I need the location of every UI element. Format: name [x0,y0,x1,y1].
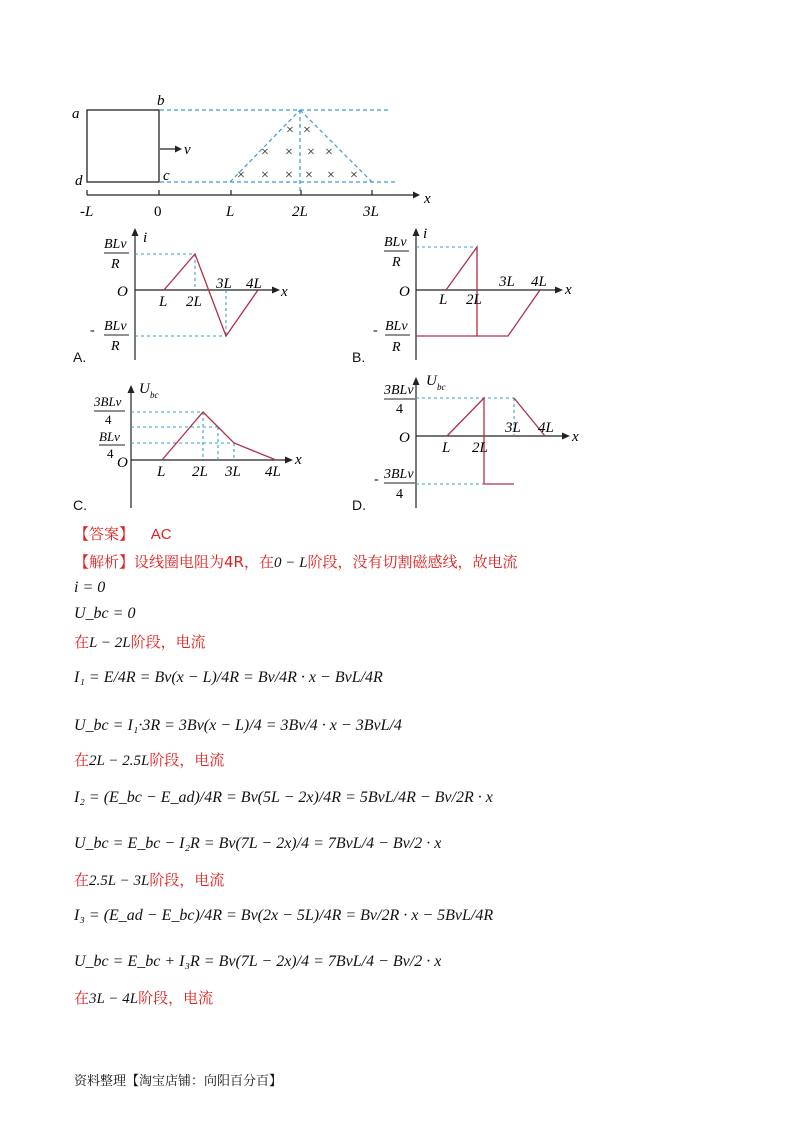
svg-text:R: R [111,257,120,272]
svg-text:2L: 2L [186,294,202,310]
tick-neg-L: -L [80,204,94,220]
svg-text:R: R [392,340,401,355]
field-mark: × [286,123,294,138]
svg-text:3BLv: 3BLv [94,394,122,409]
svg-text:L: L [439,292,448,308]
field-mark: × [327,168,335,183]
svg-text:O: O [399,284,410,300]
option-d-letter[interactable]: D. [352,497,366,513]
svg-text:i: i [143,230,148,246]
svg-text:BLv: BLv [99,429,120,444]
svg-text:4L: 4L [265,464,281,480]
option-a-curve [164,254,258,336]
svg-text:BLv: BLv [104,237,127,252]
answer-label: 【答案】 [74,525,135,543]
svg-text:i: i [423,226,428,242]
field-marks [237,123,358,183]
svg-text:R: R [111,339,120,354]
option-b-graph [373,222,780,367]
svg-text:3L: 3L [505,420,521,436]
svg-text:2L: 2L [466,292,482,308]
option-c-graph [0,372,400,520]
field-mark: × [303,123,311,138]
answer-value: AC [150,526,172,543]
svg-text:4: 4 [105,412,112,427]
field-mark: × [285,145,293,160]
svg-text:4: 4 [396,402,403,417]
option-a-graph [0,222,400,367]
svg-text:L: L [157,464,166,480]
svg-text:3BLv: 3BLv [384,467,414,482]
answer-line [74,524,172,545]
svg-text:x: x [281,284,288,300]
svg-text:3L: 3L [216,276,232,292]
field-mark: × [350,168,358,183]
svg-text:2L: 2L [472,440,488,456]
field-mark: × [261,145,269,160]
field-mark: × [325,145,333,160]
svg-text:x: x [572,429,579,445]
svg-text:L: L [159,294,168,310]
svg-text:U: U [426,373,437,389]
corner-d: d [75,173,83,189]
eq-u0: U_bc = 0 [74,605,136,622]
field-mark: × [285,168,293,183]
stage5-heading: 在3L − 4L阶段，电流 [74,989,214,1007]
footer-source: 资料整理【淘宝店铺：向阳百分百】 [74,1074,283,1089]
svg-text:4: 4 [396,487,403,502]
svg-text:3L: 3L [225,464,241,480]
range-0-L: 0 − L [273,555,308,571]
option-c-letter[interactable]: C. [73,497,87,513]
coil-square [87,110,159,182]
stage2-heading: 在L − 2L阶段，电流 [74,633,206,651]
svg-text:3L: 3L [499,274,515,290]
svg-text:3BLv: 3BLv [384,383,414,398]
svg-text:2L: 2L [192,464,208,480]
analysis-intro [74,552,517,573]
option-b-letter[interactable]: B. [352,349,366,365]
option-a-letter[interactable]: A. [73,349,87,365]
svg-text:4L: 4L [531,274,547,290]
svg-text:bc: bc [150,390,159,400]
field-mark: × [305,168,313,183]
option-c-curve [162,412,276,460]
svg-text:BLv: BLv [385,319,408,334]
analysis-label: 【解析】 [74,553,135,571]
svg-text:L: L [442,440,451,456]
tick-3L: 3L [363,204,379,220]
option-b-curve [446,247,540,336]
svg-text:R: R [392,255,401,270]
corner-b: b [157,93,165,109]
main-figure [0,0,800,225]
field-mark: × [307,145,315,160]
svg-text:-: - [373,323,378,338]
tick-0: 0 [154,204,162,220]
tick-L: L [226,204,235,220]
option-d-graph [374,368,780,518]
svg-text:BLv: BLv [384,235,407,250]
svg-text:-: - [90,323,95,338]
svg-text:4L: 4L [538,420,554,436]
x-axis-label: x [424,191,431,207]
corner-c: c [163,168,170,184]
svg-text:O: O [117,284,128,300]
field-region [160,110,395,192]
svg-text:4: 4 [107,446,114,461]
field-mark: × [237,168,245,183]
eq-i0: i = 0 [74,579,106,596]
svg-text:-: - [374,472,379,487]
svg-text:x: x [295,452,302,468]
eq-U3: U_bc = E_bc + I₃R = Bv(7L − 2x)/4 = 7BvL/4 − Bv/2 · x [74,953,442,970]
svg-text:U: U [139,381,150,397]
tick-2L: 2L [292,204,308,220]
velocity-label: v [184,142,191,158]
velocity-arrow-head [175,146,182,153]
svg-text:O: O [117,455,128,471]
stage4-heading: 在2.5L − 3L阶段，电流 [74,871,225,889]
eq-U1: U_bc = I₁·3R = 3Bv(x − L)/4 = 3Bv/4 · x − 3BvL/4 [74,717,402,734]
analysis-intro-tail: 阶段，没有切割磁感线，故电流 [307,553,518,571]
svg-text:bc: bc [437,382,446,392]
svg-text:4L: 4L [246,276,262,292]
svg-text:x: x [565,282,572,298]
eq-I1: I₁ = E/4R = Bv(x − L)/4R = Bv/4R · x − BvL/4R [74,669,383,686]
analysis-intro-text: 设线圈电阻为4R，在 [134,553,274,571]
corner-a: a [72,106,80,122]
svg-text:O: O [399,430,410,446]
x-axis-arrow [413,192,420,199]
stage3-heading: 在2L − 2.5L阶段，电流 [74,751,225,769]
svg-text:BLv: BLv [104,319,127,334]
field-mark: × [261,168,269,183]
eq-I3: I₃ = (E_ad − E_bc)/4R = Bv(2x − 5L)/4R = Bv/2R · x − 5BvL/4R [74,907,494,924]
eq-I2: I₂ = (E_bc − E_ad)/4R = Bv(5L − 2x)/4R = 5BvL/4R − Bv/2R · x [74,789,493,806]
eq-U2: U_bc = E_bc − I₂R = Bv(7L − 2x)/4 = 7BvL/4 − Bv/2 · x [74,835,442,852]
